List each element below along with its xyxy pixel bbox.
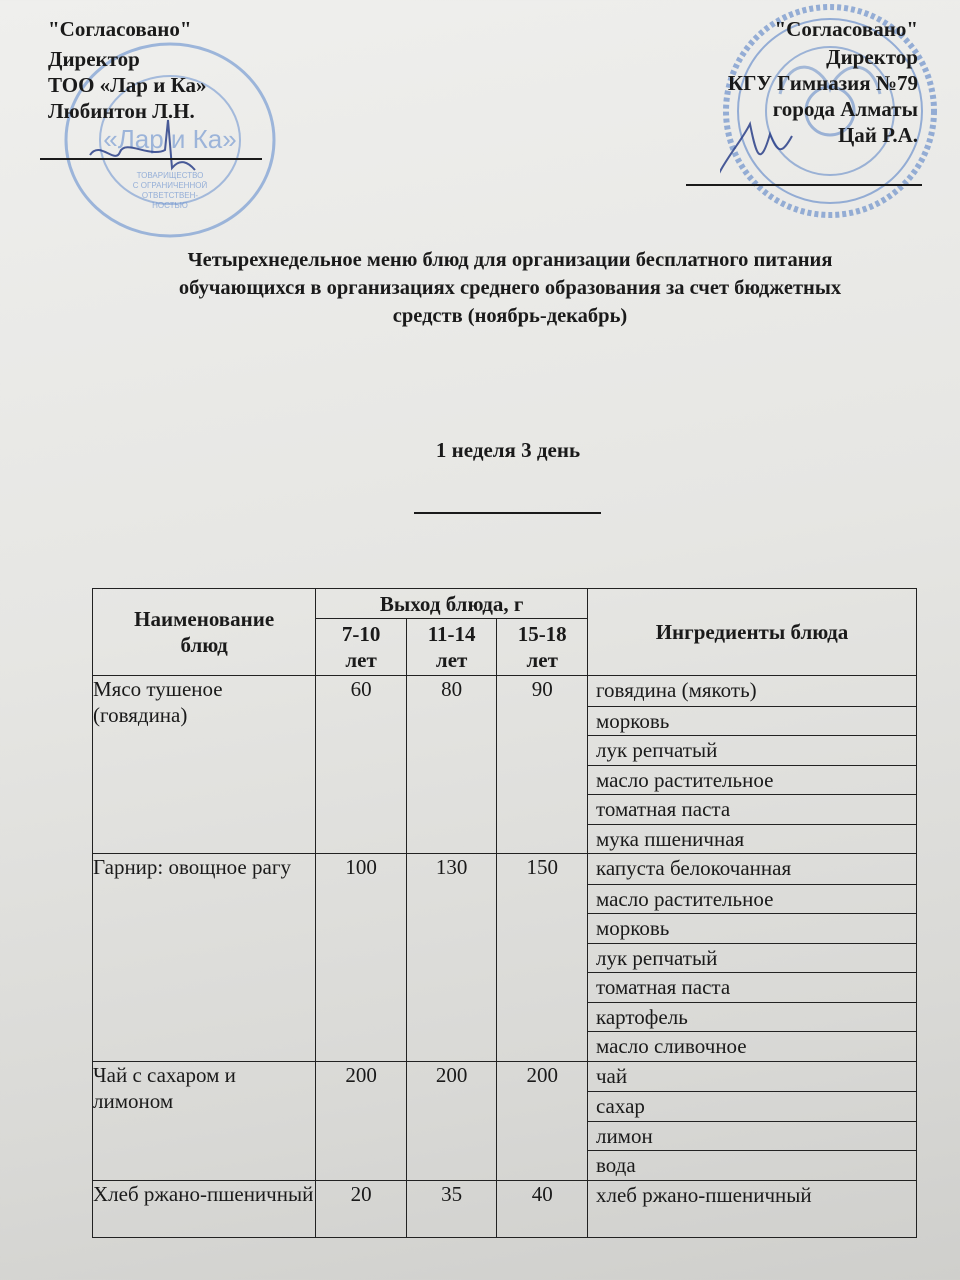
subtitle-underline xyxy=(414,512,601,514)
title-line: Четырехнедельное меню блюд для организации бесплатного питания xyxy=(187,249,833,271)
svg-text:«Лар и Ка»: «Лар и Ка» xyxy=(103,124,237,154)
ingredient-item: масло растительное xyxy=(588,884,916,914)
dish-name: Чай с сахаром и лимоном xyxy=(93,1061,316,1180)
ingredient-item: вода xyxy=(588,1150,916,1180)
menu-table-body xyxy=(93,676,917,1238)
dish-output-value: 200 xyxy=(497,1061,588,1180)
dish-name: Хлеб ржано-пшеничный xyxy=(93,1180,316,1237)
dish-output-value: 130 xyxy=(406,854,497,1062)
approval-left-heading: "Согласовано" xyxy=(48,17,192,41)
table-row xyxy=(93,854,917,1062)
title-line: обучающихся в организациях среднего образования за счет бюджетных xyxy=(178,277,842,299)
ingredient-item: лимон xyxy=(588,1121,916,1151)
ingredient-item: мука пшеничная xyxy=(588,824,916,854)
menu-table xyxy=(92,588,917,1238)
dish-output-value: 200 xyxy=(406,1061,497,1180)
signature-line-left xyxy=(40,158,262,160)
svg-text:ОТВЕТСТВЕН-: ОТВЕТСТВЕН- xyxy=(141,191,199,200)
svg-text:ТОВАРИЩЕСТВО: ТОВАРИЩЕСТВО xyxy=(136,171,204,180)
svg-text:НОСТЬЮ: НОСТЬЮ xyxy=(152,201,188,210)
dish-name: Гарнир: овощное рагу xyxy=(93,854,316,1062)
dish-output-value: 20 xyxy=(316,1180,407,1237)
ingredients-list xyxy=(588,854,916,1061)
ingredients-cell xyxy=(587,1061,916,1180)
approval-right-heading: "Согласовано" xyxy=(774,17,918,41)
ingredient-item: говядина (мякоть) xyxy=(595,678,757,702)
dish-output-value: 60 xyxy=(316,676,407,854)
ingredient-item: картофель xyxy=(588,1002,916,1032)
dish-output-value: 40 xyxy=(497,1180,588,1237)
approval-left-line: Директор xyxy=(48,47,140,71)
table-row xyxy=(93,1061,917,1180)
ingredient-item: морковь xyxy=(588,913,916,943)
title-line: средств (ноябрь-декабрь) xyxy=(392,305,628,327)
table-row xyxy=(93,676,917,854)
ingredients-list xyxy=(588,1062,916,1180)
header-age-15-18: 15-18 лет xyxy=(497,619,588,676)
ingredients-cell xyxy=(587,1180,916,1237)
ingredient-item: томатная паста xyxy=(588,794,916,824)
svg-text:С ОГРАНИЧЕННОЙ: С ОГРАНИЧЕННОЙ xyxy=(132,181,208,190)
dish-output-value: 35 xyxy=(406,1180,497,1237)
header-age-7-10: 7-10 лет xyxy=(316,619,407,676)
signature-line-right xyxy=(686,184,922,186)
approval-right-line: города Алматы xyxy=(772,97,918,121)
ingredient-item: лук репчатый xyxy=(588,735,916,765)
approval-right-line: Цай Р.А. xyxy=(837,123,918,147)
header-output-group: Выход блюда, г xyxy=(316,589,588,619)
ingredient-item: чай xyxy=(595,1063,628,1088)
approval-left-line: ТОО «Лар и Ка» xyxy=(48,73,207,97)
approval-right xyxy=(728,16,918,148)
dish-output-value: 150 xyxy=(497,854,588,1062)
ingredient-item: сахар xyxy=(588,1091,916,1121)
ingredients-cell xyxy=(587,676,916,854)
ingredient-item: морковь xyxy=(588,706,916,736)
ingredients-list xyxy=(588,1181,916,1211)
ingredients-cell xyxy=(587,854,916,1062)
ingredient-item: масло растительное xyxy=(588,765,916,795)
header-ingredients: Ингредиенты блюда xyxy=(587,589,916,676)
ingredient-item: масло сливочное xyxy=(588,1031,916,1061)
ingredients-list xyxy=(588,676,916,853)
header-age-11-14: 11-14 лет xyxy=(406,619,497,676)
header-dish-name: Наименование блюд xyxy=(93,589,316,676)
dish-output-value: 80 xyxy=(406,676,497,854)
ingredient-item: томатная паста xyxy=(588,972,916,1002)
approval-right-line: КГУ Гимназия №79 xyxy=(727,71,918,95)
ingredient-item: лук репчатый xyxy=(588,943,916,973)
approval-left-line: Любинтон Л.Н. xyxy=(48,99,195,123)
dish-output-value: 100 xyxy=(316,854,407,1062)
dish-output-value: 200 xyxy=(316,1061,407,1180)
dish-output-value: 90 xyxy=(497,676,588,854)
week-day-label: 1 неделя 3 день xyxy=(435,438,581,462)
ingredient-item: хлеб ржано-пшеничный xyxy=(595,1182,812,1207)
approval-right-line: Директор xyxy=(826,45,918,69)
document-title xyxy=(80,246,940,330)
ingredient-item: капуста белокочанная xyxy=(595,856,792,880)
dish-name: Мясо тушеное (говядина) xyxy=(93,676,316,854)
table-row xyxy=(93,1180,917,1237)
approval-left xyxy=(48,16,207,124)
